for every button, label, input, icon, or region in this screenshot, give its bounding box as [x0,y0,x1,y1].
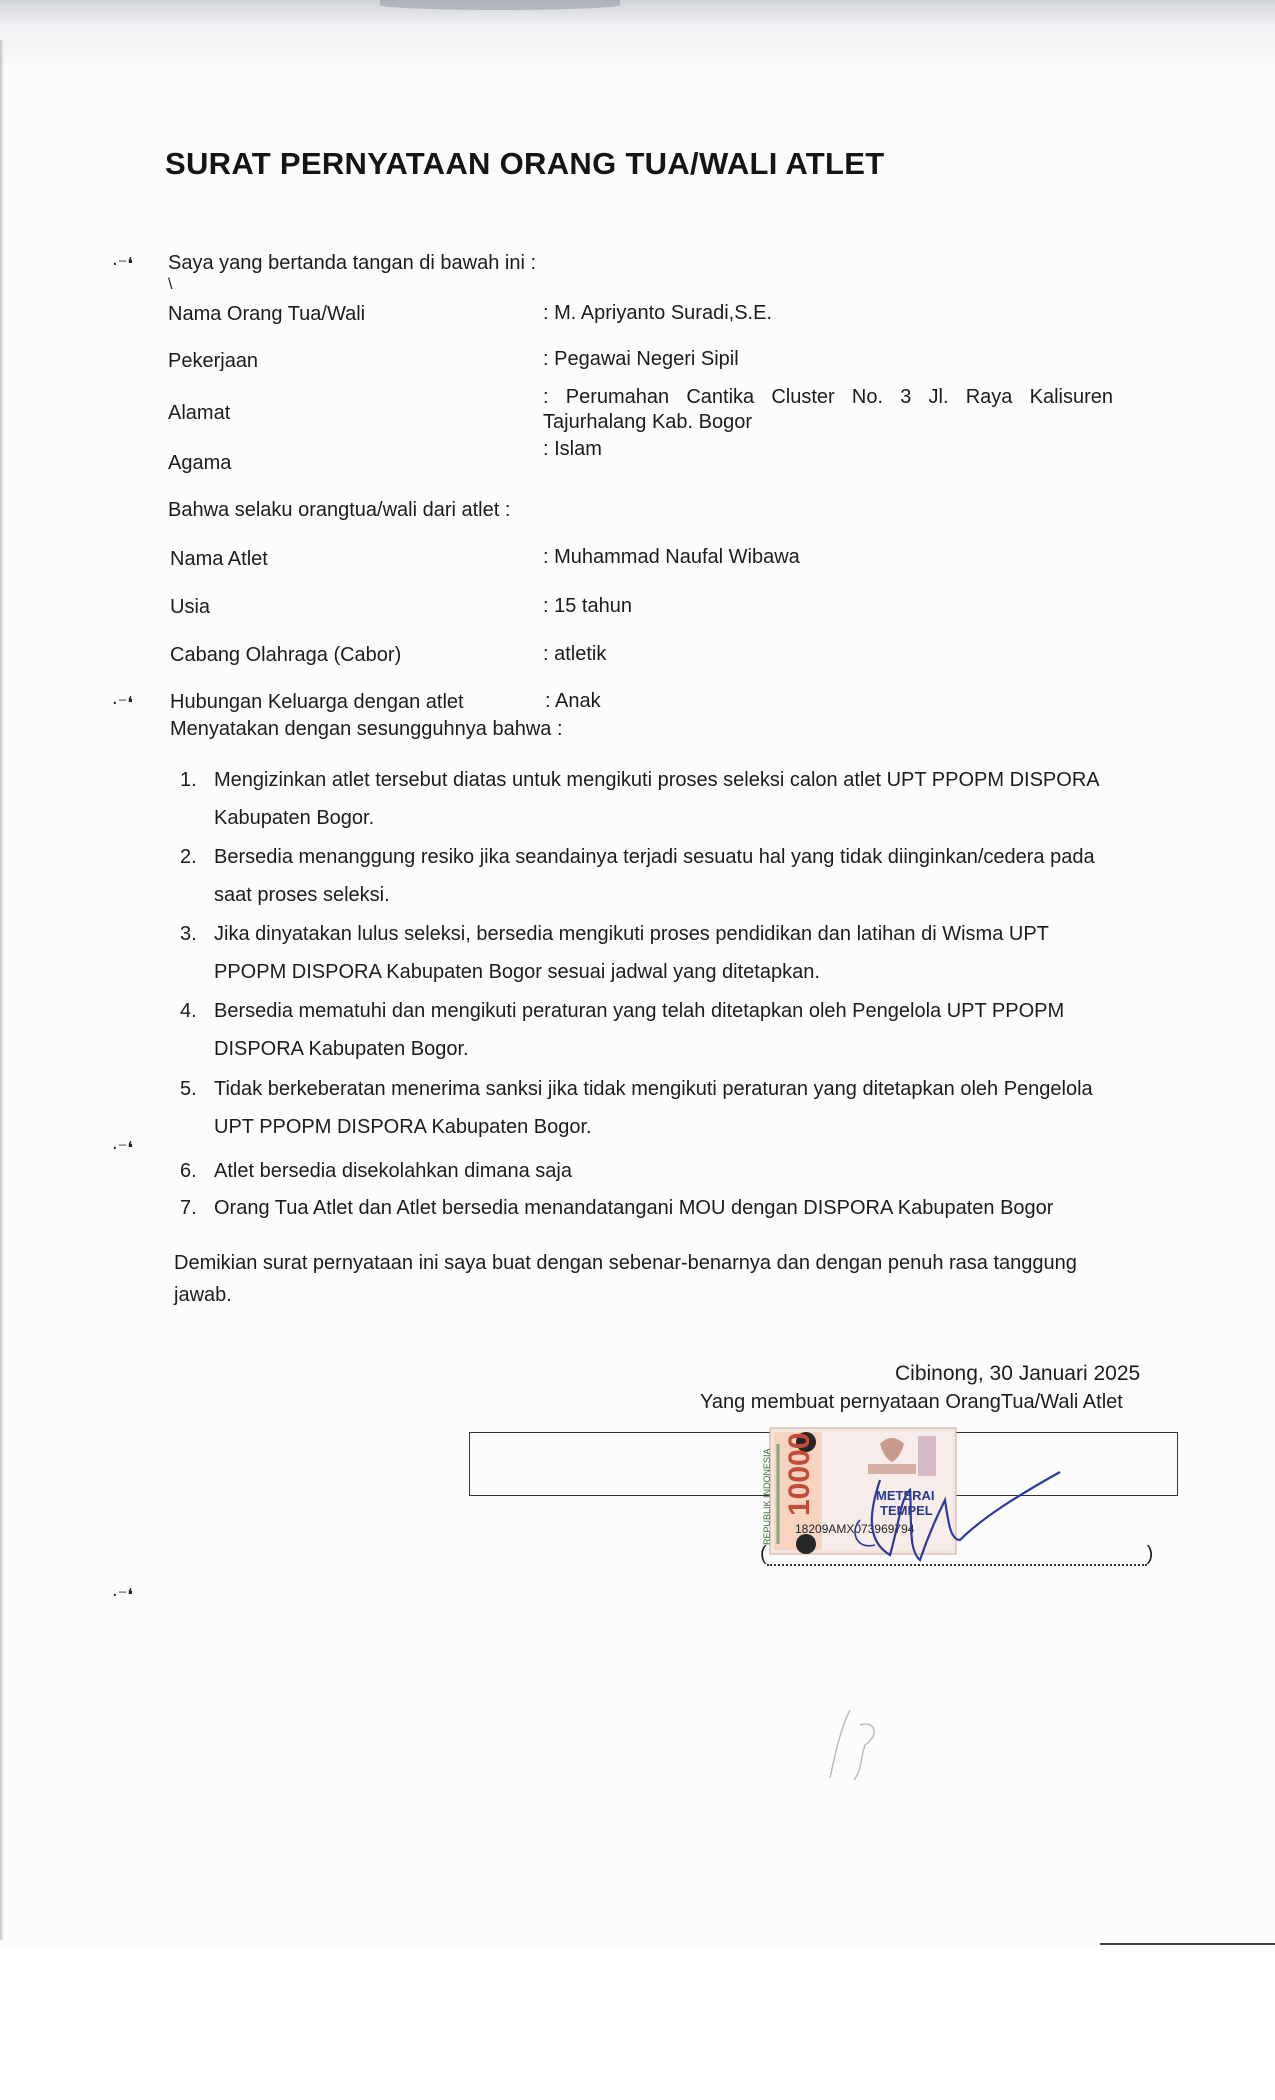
sport-value: : atletik [543,643,607,665]
intro-text: Saya yang bertanda tangan di bawah ini : [168,252,537,274]
statement-line: Kabupaten Bogor. [214,807,375,829]
age-value: : 15 tahun [543,595,632,617]
guardian-intro: Bahwa selaku orangtua/wali dari atlet : [168,499,511,521]
scan-crease [380,0,620,10]
scan-edge [0,40,4,1940]
stamp-label1: METERAI [876,1488,935,1503]
statement-number: 2. [180,846,197,868]
statement-line: DISPORA Kabupaten Bogor. [214,1038,469,1060]
address-label: Alamat [168,402,231,424]
pencil-mark-icon [820,1700,900,1790]
address-line1: : Perumahan Cantika Cluster No. 3 Jl. Raya Kalisuren [543,386,1113,408]
place-date: Cibinong, 30 Januari 2025 [895,1362,1141,1385]
religion-label: Agama [168,452,232,474]
statement-line: Bersedia menanggung resiko jika seandainya terjadi sesuatu hal yang tidak diinginkan/cedera pada [214,846,1095,868]
sport-label: Cabang Olahraga (Cabor) [170,644,402,666]
sig-open: ( [760,1543,767,1565]
parent-name-label: Nama Orang Tua/Wali [168,303,366,325]
closing-line2: jawab. [174,1284,232,1306]
stray-char: \ [168,276,173,293]
document-title: SURAT PERNYATAAN ORANG TUA/WALI ATLET [165,146,885,181]
signature-line [760,1543,1153,1566]
address-line2: Tajurhalang Kab. Bogor [543,411,753,433]
job-value: : Pegawai Negeri Sipil [543,348,739,370]
relation-label: Hubungan Keluarga dengan atlet [170,691,464,713]
scan-shadow [0,0,1275,70]
statement-number: 3. [180,923,197,945]
religion-value: : Islam [543,438,602,460]
margin-mark: ·⁻❛ [112,1585,134,1606]
declare-text: Menyatakan dengan sesungguhnya bahwa : [170,718,563,740]
athlete-name-value: : Muhammad Naufal Wibawa [543,546,800,568]
athlete-name-label: Nama Atlet [170,548,268,570]
statement-line: Jika dinyatakan lulus seleksi, bersedia mengikuti proses pendidikan dan latihan di Wisma UPT [214,923,1049,945]
statement-line: UPT PPOPM DISPORA Kabupaten Bogor. [214,1116,592,1138]
statement-number: 4. [180,1000,197,1022]
relation-value: : Anak [545,690,601,712]
closing-line1: Demikian surat pernyataan ini saya buat dengan sebenar-benarnya dan dengan penuh rasa tanggung [174,1252,1077,1274]
statement-number: 5. [180,1078,197,1100]
stamp-country: REPUBLIK INDONESIA [762,1448,772,1545]
statement-line: Mengizinkan atlet tersebut diatas untuk mengikuti proses seleksi calon atlet UPT PPOPM DISPORA [214,769,1100,791]
statement-line: Bersedia mematuhi dan mengikuti peraturan yang telah ditetapkan oleh Pengelola UPT PPOPM [214,1000,1065,1022]
statement-line: saat proses seleksi. [214,884,390,906]
signer-caption: Yang membuat pernyataan OrangTua/Wali Atlet [700,1391,1123,1413]
scan-bottom-line [1100,1943,1275,1945]
statement-line: Orang Tua Atlet dan Atlet bersedia menandatangani MOU dengan DISPORA Kabupaten Bogor [214,1197,1054,1219]
stamp-label2: TEMPEL [880,1503,933,1518]
sig-dots [767,1546,1147,1566]
age-label: Usia [170,596,211,618]
statement-number: 7. [180,1197,197,1219]
margin-mark: ·⁻❛ [112,254,134,275]
stamp-value: 10000 [783,1432,816,1516]
job-label: Pekerjaan [168,350,259,372]
margin-mark: ·⁻❛ [112,1138,134,1159]
statement-number: 1. [180,769,197,791]
sig-close: ) [1146,1543,1154,1565]
statement-line: Tidak berkeberatan menerima sanksi jika tidak mengikuti peraturan yang ditetapkan oleh Pengelola [214,1078,1093,1100]
statement-line: PPOPM DISPORA Kabupaten Bogor sesuai jadwal yang ditetapkan. [214,961,820,983]
stamp-serial: 18209AMX073969794 [795,1522,915,1536]
statement-number: 6. [180,1160,197,1182]
parent-name-value: : M. Apriyanto Suradi,S.E. [543,302,772,324]
margin-mark: ·⁻❛ [112,693,134,714]
statement-line: Atlet bersedia disekolahkan dimana saja [214,1160,572,1182]
